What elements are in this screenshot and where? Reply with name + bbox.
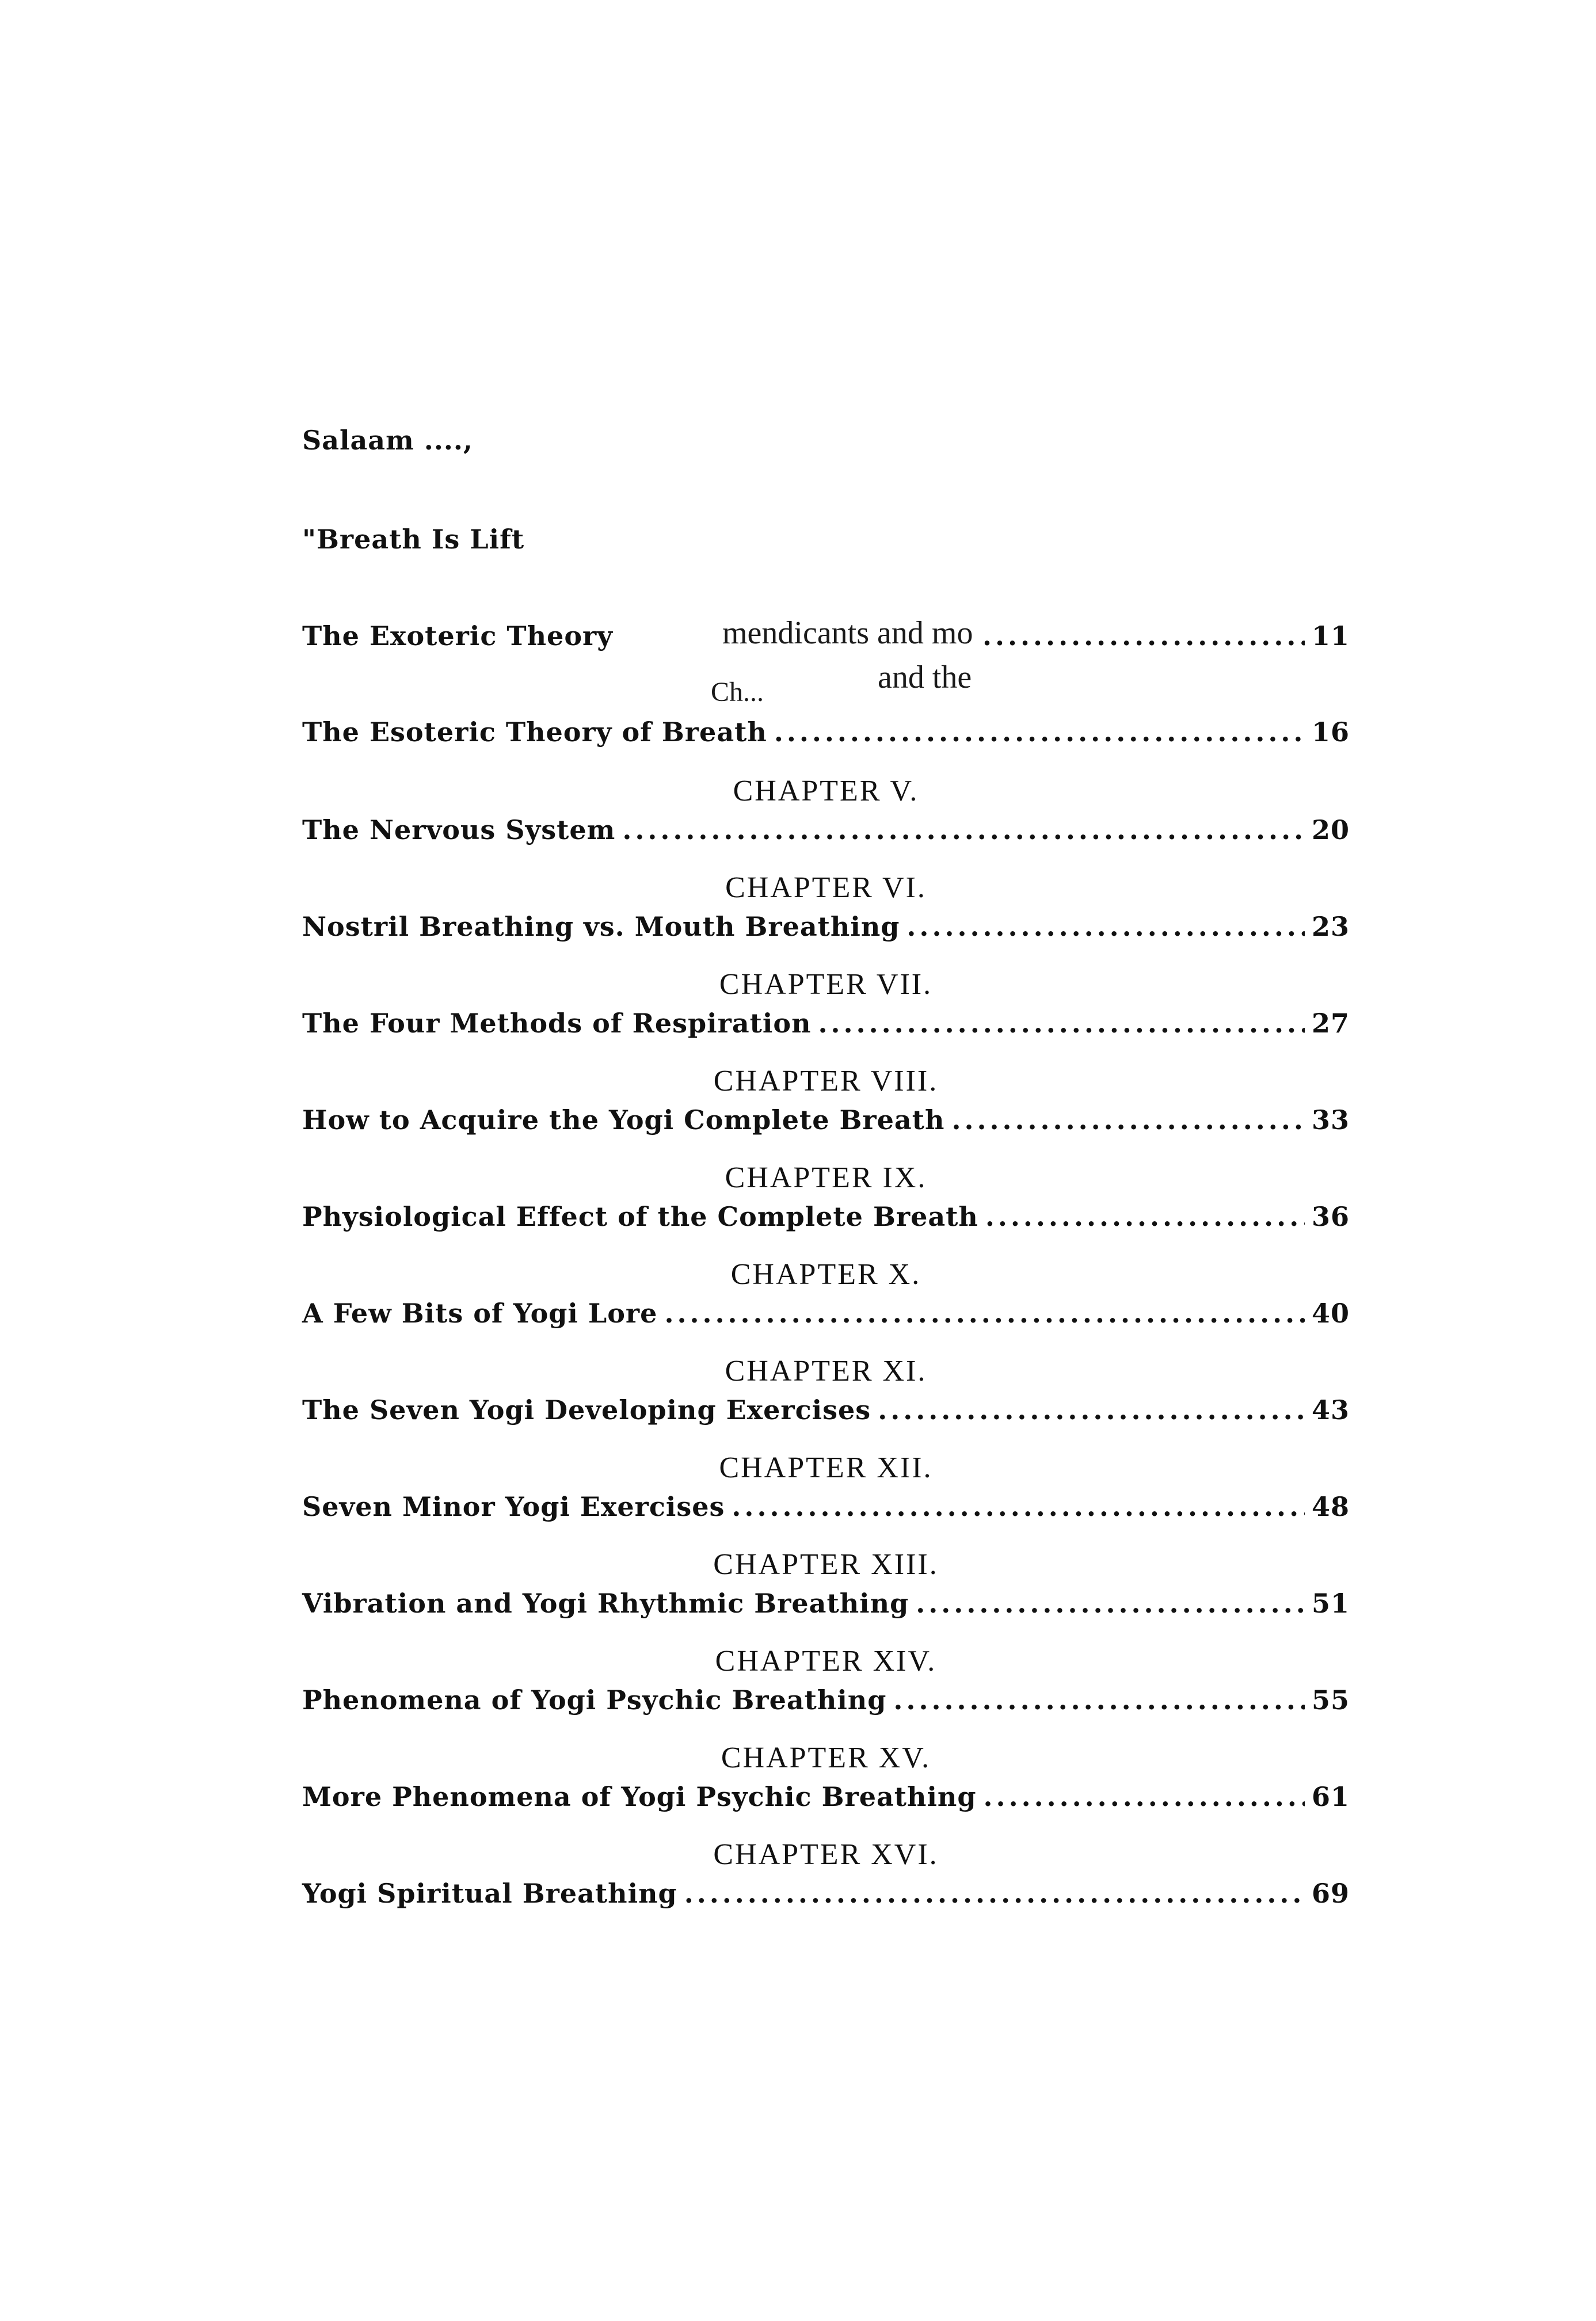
toc-entry-title: More Phenomena of Yogi Psychic Breathing [302, 1781, 977, 1812]
toc-entry-page: 11 [1311, 620, 1350, 651]
text-fragment: mendicants and mo [722, 615, 978, 651]
chapter-heading: CHAPTER XIII. [713, 1548, 939, 1581]
chapter-heading: CHAPTER VII. [719, 968, 933, 1001]
dot-leader [916, 1588, 1305, 1619]
text-fragment: Ch... [711, 677, 764, 707]
dot-leader [818, 1008, 1305, 1039]
toc-entry-developing-exercises [302, 1394, 1350, 1426]
toc-entry-title: How to Acquire the Yogi Complete Breath [302, 1104, 945, 1135]
toc-entry-page: 27 [1311, 1008, 1350, 1039]
toc-entry-more-psychic-breathing [302, 1781, 1350, 1812]
chapter-heading: CHAPTER IX. [725, 1161, 927, 1194]
dot-leader [984, 1781, 1305, 1812]
toc-entry-page: 33 [1311, 1104, 1350, 1135]
toc-entry-title: Vibration and Yogi Rhythmic Breathing [302, 1588, 909, 1619]
dot-leader [906, 911, 1305, 942]
dot-leader [684, 1878, 1305, 1909]
toc-entry-title: Yogi Spiritual Breathing [302, 1878, 677, 1909]
toc-entry-page: 36 [1311, 1201, 1350, 1232]
toc-entry-yogi-lore [302, 1298, 1350, 1329]
chapter-heading: CHAPTER XV. [721, 1741, 931, 1774]
toc-entry-page: 51 [1311, 1588, 1350, 1619]
toc-entry-page: 43 [1311, 1394, 1350, 1426]
chapter-heading: CHAPTER XI. [725, 1355, 927, 1388]
toc-entry-page: 20 [1311, 814, 1350, 845]
toc-entry-page: 48 [1311, 1491, 1350, 1522]
chapter-heading: CHAPTER VIII. [713, 1065, 939, 1097]
toc-entry-title: Nostril Breathing vs. Mouth Breathing [302, 911, 900, 942]
toc-entry-nervous-system [302, 814, 1350, 845]
chapter-heading: CHAPTER X. [730, 1258, 921, 1291]
toc-entry-page: 16 [1311, 717, 1350, 748]
toc-entry-page: 55 [1311, 1684, 1350, 1716]
chapter-heading: CHAPTER VI. [725, 871, 927, 904]
text-fragment: and the [878, 660, 972, 695]
dot-leader [985, 1201, 1305, 1232]
dot-leader [970, 620, 1305, 651]
toc-entry-title: Physiological Effect of the Complete Breath [302, 1201, 978, 1232]
toc-entry-title: The Seven Yogi Developing Exercises [302, 1394, 871, 1426]
toc-entry-title: Seven Minor Yogi Exercises [302, 1491, 725, 1522]
toc-entry-minor-exercises [302, 1491, 1350, 1522]
toc-entry-page: 40 [1311, 1298, 1350, 1329]
toc-entry-psychic-breathing [302, 1684, 1350, 1716]
dot-leader [732, 1491, 1305, 1522]
toc-entry-title: The Four Methods of Respiration [302, 1008, 812, 1039]
dot-leader [774, 717, 1305, 748]
toc-entry-title: The Nervous System [302, 814, 616, 845]
toc-entry-page: 23 [1311, 911, 1350, 942]
chapter-heading: CHAPTER XVI. [713, 1838, 939, 1871]
toc-entry-breath-is-life: "Breath Is Lift [302, 524, 525, 555]
toc-entry-physiological-effect [302, 1201, 1350, 1232]
toc-entry-spiritual-breathing [302, 1878, 1350, 1909]
chapter-heading: CHAPTER V. [733, 775, 919, 807]
toc-entry-title: The Exoteric Theory [302, 620, 613, 651]
dot-leader [893, 1684, 1305, 1716]
dot-leader [878, 1394, 1305, 1426]
toc-entry-esoteric-theory [302, 717, 1350, 748]
toc-entry-title: Phenomena of Yogi Psychic Breathing [302, 1684, 887, 1716]
toc-entry-title: A Few Bits of Yogi Lore [302, 1298, 658, 1329]
chapter-heading: CHAPTER XIV. [715, 1645, 937, 1678]
toc-entry-nostril-breathing [302, 911, 1350, 942]
chapter-heading: CHAPTER XII. [719, 1451, 933, 1484]
toc-entry-salaam: Salaam ...., [302, 425, 473, 456]
dot-leader [622, 814, 1305, 845]
toc-entry-page: 69 [1311, 1878, 1350, 1909]
toc-entry-four-methods [302, 1008, 1350, 1039]
toc-entry-title: The Esoteric Theory of Breath [302, 717, 767, 748]
toc-entry-complete-breath [302, 1104, 1350, 1135]
toc-entry-rhythmic-breathing [302, 1588, 1350, 1619]
toc-entry-page: 61 [1311, 1781, 1350, 1812]
dot-leader [664, 1298, 1305, 1329]
dot-leader [951, 1104, 1305, 1135]
